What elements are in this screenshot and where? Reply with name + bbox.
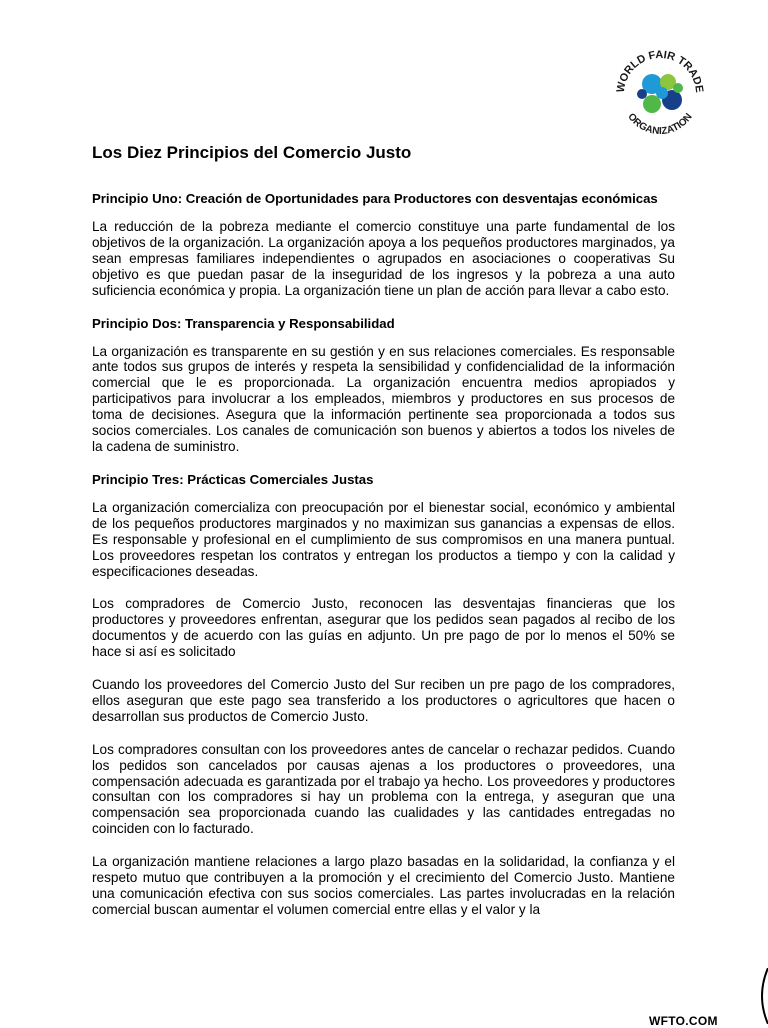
document-body: [92, 142, 675, 935]
document-title: Los Diez Principios del Comercio Justo: [92, 143, 412, 162]
paragraph: Cuando los proveedores del Comercio Justo del Sur reciben un pre pago de los compradores, ellos aseguran que este pago sea transferido a los productores o agricultores que hacen o desarrollan sus productos de Comercio Justo.: [92, 677, 675, 724]
wfto-logo-graphic: [612, 46, 708, 142]
paragraph: La reducción de la pobreza mediante el comercio constituye una parte fundamental de los objetivos de la organización. La organización apoya a los pequeños productores marginados, ya sean empresas familiares independientes o agrupados en asociaciones o cooperativas Su objetivo es que puedan pasar de la inseguridad de los ingresos y la pobreza a una auto suficiencia económica y propia. La organización tiene un plan de acción para llevar a cabo esto.: [92, 219, 675, 298]
logo-blob: [637, 89, 647, 99]
paragraph: La organización mantiene relaciones a largo plazo basadas en la solidaridad, la confianza y el respeto mutuo que contribuyen a la promoción y el crecimiento del Comercio Justo. Mantiene una comunicación efectiva con sus socios comerciales. Las partes involucradas en la relación comercial buscan aumentar el volumen comercial entre ellas y el valor y la: [92, 854, 675, 917]
page-edge-decoration: [756, 968, 768, 1024]
logo-blob: [656, 87, 668, 99]
wfto-logo: [612, 46, 708, 142]
footer-mark: WFTO.COM: [649, 1014, 718, 1028]
logo-text-bottom: ORGANIZATION: [625, 111, 695, 138]
section-heading-principio-uno: Principio Uno: Creación de Oportunidades para Productores con desventajas económicas: [92, 191, 658, 206]
paragraph: La organización comercializa con preocupación por el bienestar social, económico y ambiental de los pequeños productores marginados y no maximizan sus ganancias a expensas de ellos. Es responsable y profesional en el cumplimiento de sus compromisos en una manera puntual. Los proveedores respetan los contratos y entregan los productos a tiempo y con la calidad y especificaciones deseadas.: [92, 499, 675, 579]
logo-text-top: WORLD FAIR TRADE: [614, 48, 706, 94]
logo-blob: [673, 83, 683, 93]
paragraph: Los compradores de Comercio Justo, reconocen las desventajas financieras que los productores y proveedores enfrentan, asegurar que los pedidos sean pagados al recibo de los documentos y de acuerdo con las guías en adjunto. Un pre pago de por lo menos el 50% se hace si así es solicitado: [92, 596, 675, 660]
section-heading-principio-dos: Principio Dos: Transparencia y Responsabilidad: [92, 315, 395, 331]
section-heading-principio-tres: Principio Tres: Prácticas Comerciales Justas: [92, 471, 374, 487]
paragraph: La organización es transparente en su gestión y en sus relaciones comerciales. Es responsable ante todos sus grupos de interés y respeta la sensibilidad y confidencialidad de la información comercial que le es proporcionada. La organización encuentra medios apropiados y participativos para involucrar a los empleados, miembros y productores en sus procesos de toma de decisiones. Asegura que la información pertinente sea proporcionada a todos sus socios comerciales. Los canales de comunicación son buenos y abiertos a todos los niveles de la cadena de suministro.: [92, 343, 675, 454]
paragraph: Los compradores consultan con los proveedores antes de cancelar o rechazar pedidos. Cuando los pedidos son cancelados por causas ajenas a los productores o proveedores, una compensación adecuada es garantizada por el trabajo ya hecho. Los proveedores y productores consultan con los compradores si hay un problema con la entrega, y aseguran que una compensación sea proporcionada cuando las cualidades y las cantidades entregadas no coinciden con lo facturado.: [92, 741, 675, 837]
